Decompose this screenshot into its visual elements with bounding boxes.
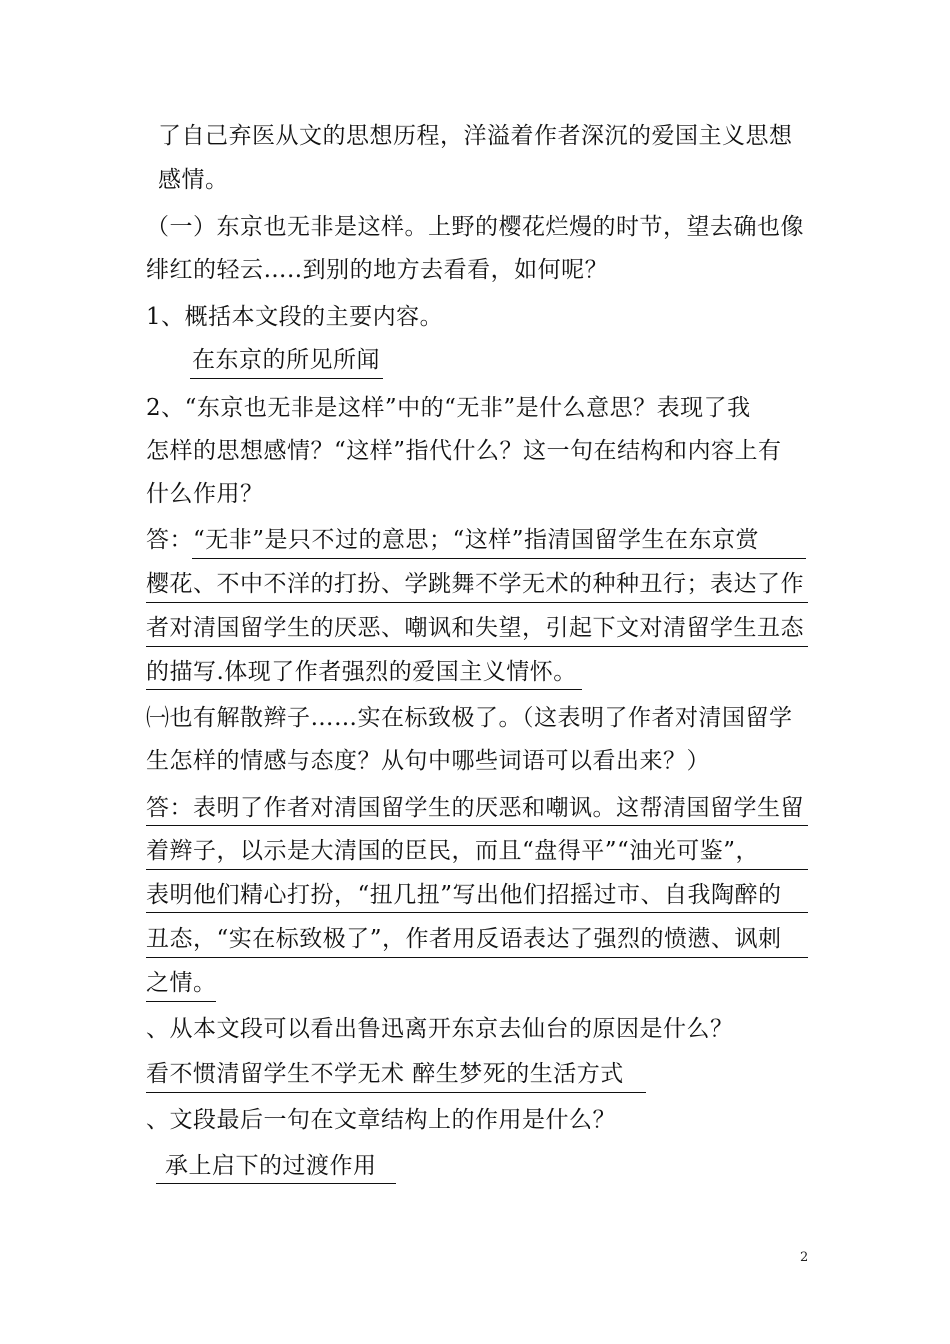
question-heading: 1、概括本文段的主要内容。 (146, 304, 444, 330)
answer-line: 丑态，“实在标致极了”，作者用反语表达了强烈的愤懑、讽刺 (146, 926, 782, 952)
underline (146, 689, 582, 690)
underline (146, 602, 808, 603)
text-line: 怎样的思想感情？“这样”指代什么？这一句在结构和内容上有 (146, 438, 782, 464)
underline (146, 1092, 646, 1093)
text-line: 生怎样的情感与态度？从句中哪些词语可以看出来？） (146, 748, 710, 774)
text-line: 什么作用？ (146, 481, 264, 507)
question-heading: 、从本文段可以看出鲁迅离开东京去仙台的原因是什么？ (146, 1016, 734, 1042)
question-heading: ㈠也有解散辫子……实在标致极了。（这表明了作者对清国留学 (146, 705, 793, 731)
underline (146, 912, 808, 913)
answer-line: 表明他们精心打扮，“扭几扭”写出他们招摇过市、自我陶醉的 (146, 882, 782, 908)
text-line: 感情。 (158, 167, 229, 193)
answer-line: 着辫子，以示是大清国的臣民，而且“盘得平”“油光可鉴”， (146, 838, 760, 864)
answer-line: 答：“无非”是只不过的意思；“这样”指清国留学生在东京赏 (146, 527, 760, 553)
text-line: （一）东京也无非是这样。上野的樱花烂熳的时节，望去确也像 (146, 214, 804, 240)
underline (192, 558, 806, 559)
question-heading: 、文段最后一句在文章结构上的作用是什么？ (146, 1107, 616, 1133)
answer-line: 的描写.体现了作者强烈的爱国主义情怀。 (146, 659, 577, 685)
underline (190, 378, 383, 379)
text-line: 了自己弃医从文的思想历程，洋溢着作者深沉的爱国主义思想 (158, 123, 793, 149)
answer-line: 樱花、不中不洋的打扮、学跳舞不学无术的种种丑行；表达了作 (146, 571, 804, 597)
answer-line: 者对清国留学生的厌恶、嘲讽和失望，引起下文对清留学生丑态 (146, 615, 804, 641)
underline (146, 646, 808, 647)
underline (146, 869, 808, 870)
underline (146, 957, 808, 958)
answer-line: 答：表明了作者对清国留学生的厌恶和嘲讽。这帮清国留学生留 (146, 795, 804, 821)
text-line: 绯红的轻云…..到别的地方去看看，如何呢？ (146, 257, 609, 283)
answer-line: 承上启下的过渡作用 (165, 1153, 377, 1179)
answer-line: 之情。 (146, 970, 217, 996)
underline (146, 1001, 216, 1002)
answer-line: 在东京的所见所闻 (192, 347, 380, 373)
underline (146, 825, 808, 826)
underline (156, 1183, 396, 1184)
page-number: 2 (800, 1250, 809, 1265)
answer-line: 看不惯清留学生不学无术 醉生梦死的生活方式 (146, 1061, 624, 1087)
question-heading: 2、“东京也无非是这样”中的“无非”是什么意思？表现了我 (146, 395, 751, 421)
